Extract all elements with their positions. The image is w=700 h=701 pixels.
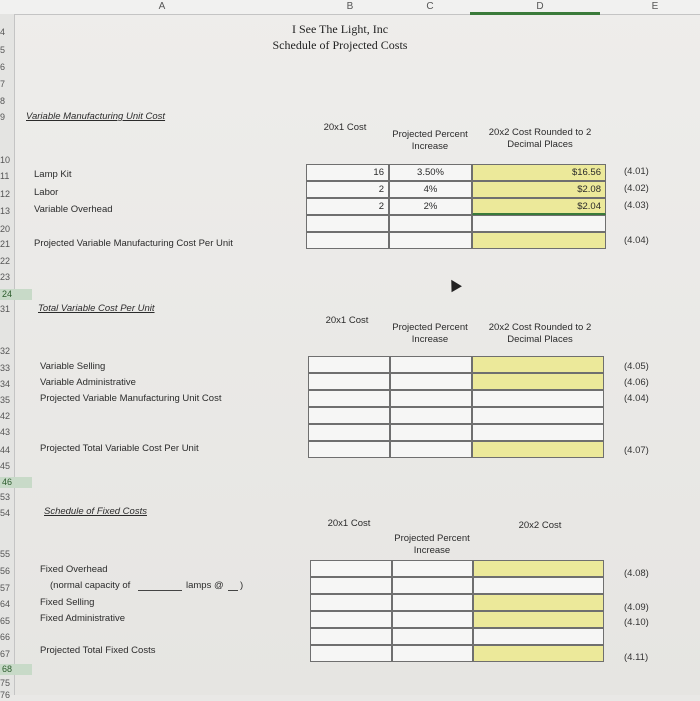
row-number[interactable]: 64: [0, 599, 11, 609]
ref-code: (4.11): [624, 652, 649, 663]
cell-total-var-c[interactable]: [390, 441, 472, 458]
cell-fixed-admin-pct[interactable]: [392, 611, 473, 628]
cell-blank-row66-b[interactable]: [310, 628, 392, 645]
company-title: I See The Light, Inc: [291, 22, 389, 36]
row-number[interactable]: 66: [0, 632, 11, 642]
ref-code: (4.04): [624, 393, 649, 404]
cell-labor-cost[interactable]: 2: [306, 181, 389, 198]
row-number[interactable]: 9: [0, 112, 6, 122]
cell-fixed-oh-result[interactable]: [473, 560, 604, 577]
cell-fixed-selling-result[interactable]: [473, 594, 604, 611]
cell-blank-row20-b[interactable]: [306, 215, 389, 232]
row-number[interactable]: 75: [0, 678, 11, 688]
row-label-projected-vm-cost: Projected Variable Manufacturing Cost Per Unit: [34, 238, 233, 249]
col-header-20x2-rounded: 20x2 Cost Rounded to 2 Decimal Places: [488, 322, 592, 345]
cell-labor-pct[interactable]: 4%: [389, 181, 472, 198]
cell-lamp-kit-pct[interactable]: 3.50%: [389, 164, 472, 181]
cell-capacity-d[interactable]: [473, 577, 604, 594]
cell-blank-row43-d[interactable]: [472, 424, 604, 441]
col-header-20x1-cost: 20x1 Cost: [327, 518, 371, 529]
cell-fixed-admin-cost[interactable]: [310, 611, 392, 628]
row-number[interactable]: 32: [0, 346, 11, 356]
cell-blank-row42-c[interactable]: [390, 407, 472, 424]
col-header-projected-increase: Projected Percent Increase: [394, 533, 470, 556]
ref-code: (4.04): [624, 235, 649, 246]
col-header-20x2-rounded: 20x2 Cost Rounded to 2 Decimal Places: [488, 127, 592, 150]
row-label-projected-total-variable: Projected Total Variable Cost Per Unit: [40, 443, 199, 454]
row-number[interactable]: 57: [0, 583, 11, 593]
rate-blank[interactable]: [228, 590, 238, 591]
row-number[interactable]: 55: [0, 549, 11, 559]
cell-blank-row66-c[interactable]: [392, 628, 473, 645]
row-label-variable-selling: Variable Selling: [40, 361, 106, 372]
row-number[interactable]: 23: [0, 272, 11, 282]
cell-blank-row20-d[interactable]: [472, 215, 606, 232]
row-number[interactable]: 54: [0, 508, 11, 518]
cell-blank-row42-b[interactable]: [308, 407, 390, 424]
row-number[interactable]: 12: [0, 189, 11, 199]
cell-total-vm-result[interactable]: [472, 232, 606, 249]
section-header-fixed-costs: Schedule of Fixed Costs: [44, 506, 147, 517]
ref-code: (4.08): [624, 568, 649, 579]
cell-var-admin-cost[interactable]: [308, 373, 390, 390]
cell-fixed-oh-cost[interactable]: [310, 560, 392, 577]
row-number[interactable]: 45: [0, 461, 11, 471]
row-number[interactable]: 43: [0, 427, 11, 437]
ref-code: (4.07): [624, 445, 649, 456]
col-header-20x2-cost: 20x2 Cost: [518, 520, 562, 531]
row-label-projected-total-fixed: Projected Total Fixed Costs: [40, 645, 156, 656]
column-header-a[interactable]: A: [14, 0, 311, 14]
row-number[interactable]: 68: [0, 664, 32, 675]
row-number[interactable]: 35: [0, 395, 11, 405]
row-number[interactable]: 13: [0, 206, 11, 216]
ref-code: (4.01): [624, 166, 649, 177]
cell-blank-row20-c[interactable]: [389, 215, 472, 232]
column-header-e[interactable]: E: [610, 0, 700, 14]
row-number[interactable]: 21: [0, 239, 11, 249]
row-label-fixed-overhead: Fixed Overhead: [40, 564, 108, 575]
row-number[interactable]: 42: [0, 411, 11, 421]
ref-code: (4.09): [624, 602, 649, 613]
cell-labor-result[interactable]: $2.08: [472, 181, 606, 198]
row-number[interactable]: 31: [0, 304, 11, 314]
ref-code: (4.03): [624, 200, 649, 211]
row-number[interactable]: 34: [0, 379, 11, 389]
col-header-projected-increase: Projected Percent Increase: [392, 322, 468, 345]
cell-var-admin-result[interactable]: [472, 373, 604, 390]
cell-total-var-result[interactable]: [472, 441, 604, 458]
row-number[interactable]: 56: [0, 566, 11, 576]
section-header-total-variable: Total Variable Cost Per Unit: [38, 303, 155, 314]
cell-blank-row43-b[interactable]: [308, 424, 390, 441]
cell-fixed-oh-pct[interactable]: [392, 560, 473, 577]
col-header-20x1-cost: 20x1 Cost: [323, 122, 367, 133]
cell-total-fixed-result[interactable]: [473, 645, 604, 662]
row-number[interactable]: 6: [0, 62, 6, 72]
ref-code: (4.02): [624, 183, 649, 194]
cell-total-vm-c[interactable]: [389, 232, 472, 249]
cell-overhead-cost[interactable]: 2: [306, 198, 389, 215]
row-number[interactable]: 22: [0, 256, 11, 266]
ref-code: (4.10): [624, 617, 649, 628]
row-label-labor: Labor: [34, 187, 59, 198]
mouse-cursor-icon: [446, 277, 462, 293]
row-number[interactable]: 65: [0, 616, 11, 626]
row-number[interactable]: 24: [0, 289, 32, 300]
cell-overhead-result[interactable]: $2.04: [472, 198, 606, 215]
cell-vm-unit-cost[interactable]: [308, 390, 390, 407]
cell-lamp-kit-cost[interactable]: 16: [306, 164, 389, 181]
cell-lamp-kit-result[interactable]: $16.56: [472, 164, 606, 181]
column-header-d[interactable]: D: [470, 0, 611, 14]
cell-fixed-admin-result[interactable]: [473, 611, 604, 628]
row-number[interactable]: 20: [0, 224, 11, 234]
row-number[interactable]: 76: [0, 690, 11, 700]
row-number[interactable]: 33: [0, 363, 11, 373]
row-label-fixed-admin: Fixed Administrative: [40, 613, 126, 624]
section-header-variable-manufacturing: Variable Manufacturing Unit Cost: [26, 111, 166, 122]
row-number[interactable]: 53: [0, 492, 11, 502]
cell-blank-row66-d[interactable]: [473, 628, 604, 645]
cell-var-selling-pct[interactable]: [390, 356, 472, 373]
cell-var-selling-cost[interactable]: [308, 356, 390, 373]
row-number[interactable]: 8: [0, 96, 6, 106]
col-header-projected-increase: Projected Percent Increase: [392, 129, 468, 152]
row-label-close-paren: ): [240, 580, 244, 591]
cell-blank-row43-c[interactable]: [390, 424, 472, 441]
row-number[interactable]: 7: [0, 79, 6, 89]
row-number[interactable]: 46: [0, 477, 32, 488]
cell-fixed-selling-cost[interactable]: [310, 594, 392, 611]
row-number[interactable]: 11: [0, 171, 10, 181]
capacity-blank[interactable]: [138, 590, 182, 591]
column-header-c[interactable]: C: [390, 0, 471, 14]
cell-total-vm-b[interactable]: [306, 232, 389, 249]
row-label-lamp-kit: Lamp Kit: [34, 169, 72, 180]
cell-capacity-c[interactable]: [392, 577, 473, 594]
row-number[interactable]: 44: [0, 445, 11, 455]
schedule-title: Schedule of Projected Costs: [272, 38, 408, 52]
selected-column-indicator: [470, 12, 600, 15]
row-label-normal-capacity: (normal capacity of: [50, 580, 131, 591]
cell-var-selling-result[interactable]: [472, 356, 604, 373]
cell-overhead-pct[interactable]: 2%: [389, 198, 472, 215]
row-label-lamps-at: lamps @: [186, 580, 224, 591]
row-number[interactable]: 10: [0, 155, 11, 165]
ref-code: (4.06): [624, 377, 649, 388]
cell-total-var-b[interactable]: [308, 441, 390, 458]
row-label-variable-overhead: Variable Overhead: [34, 204, 113, 215]
column-header-b[interactable]: B: [310, 0, 391, 14]
cell-vm-unit-result[interactable]: [472, 390, 604, 407]
row-number[interactable]: 5: [0, 45, 6, 55]
cell-total-fixed-c[interactable]: [392, 645, 473, 662]
cell-var-admin-pct[interactable]: [390, 373, 472, 390]
row-label-variable-admin: Variable Administrative: [40, 377, 136, 388]
row-number[interactable]: 67: [0, 649, 11, 659]
cell-fixed-selling-pct[interactable]: [392, 594, 473, 611]
row-label-projected-vm-unit-cost: Projected Variable Manufacturing Unit Cost: [40, 393, 222, 404]
cell-capacity-b[interactable]: [310, 577, 392, 594]
cell-total-fixed-b[interactable]: [310, 645, 392, 662]
row-label-fixed-selling: Fixed Selling: [40, 597, 95, 608]
ref-code: (4.05): [624, 361, 649, 372]
col-header-20x1-cost: 20x1 Cost: [325, 315, 369, 326]
cell-vm-unit-pct[interactable]: [390, 390, 472, 407]
row-number[interactable]: 4: [0, 27, 6, 37]
cell-blank-row42-d[interactable]: [472, 407, 604, 424]
